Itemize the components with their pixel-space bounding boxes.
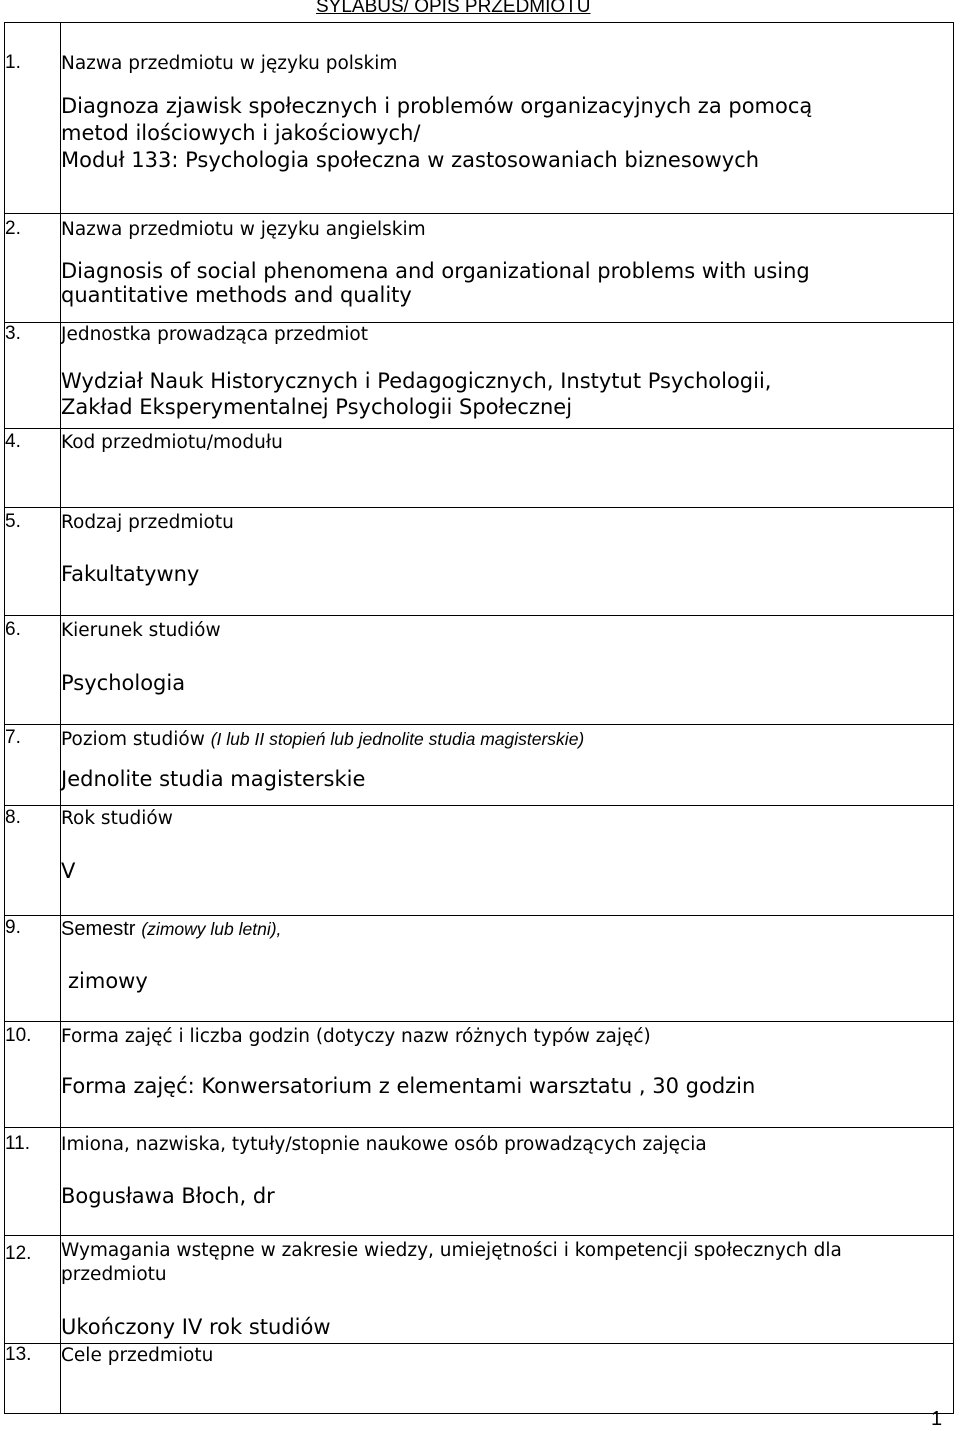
row-label: Semestr <box>61 918 136 940</box>
row-value-line: Zakład Eksperymentalnej Psychologii Społecznej <box>61 395 573 419</box>
row-label-note: (zimowy lub letni), <box>141 919 282 939</box>
row-content <box>61 508 954 616</box>
table-row <box>5 323 954 429</box>
row-content <box>61 725 954 806</box>
row-value: V <box>61 859 76 883</box>
row-label: Nazwa przedmiotu w języku angielskim <box>61 219 426 240</box>
table-row <box>5 1022 954 1128</box>
row-number: 10. <box>5 1022 61 1128</box>
row-label: Jednostka prowadząca przedmiot <box>61 324 368 345</box>
row-value: Psychologia <box>61 671 186 695</box>
row-number: 1. <box>5 23 61 214</box>
table-row <box>5 1344 954 1414</box>
row-content <box>61 323 954 429</box>
row-number: 2. <box>5 214 61 323</box>
row-label: Rok studiów <box>61 808 173 829</box>
row-content <box>61 429 954 508</box>
row-number: 3. <box>5 323 61 429</box>
row-content <box>61 1236 954 1344</box>
row-value: Fakultatywny <box>61 562 200 586</box>
row-content <box>61 916 954 1022</box>
table-row <box>5 1236 954 1344</box>
table-row <box>5 616 954 725</box>
table-row <box>5 429 954 508</box>
row-label-note: (I lub II stopień lub jednolite studia magisterskie) <box>210 729 585 749</box>
row-content <box>61 616 954 725</box>
row-value-line: metod ilościowych i jakościowych/ <box>61 121 421 145</box>
row-content <box>61 1128 954 1236</box>
row-value-line: Diagnosis of social phenomena and organizational problems with using <box>61 259 810 283</box>
row-label: Forma zajęć i liczba godzin (dotyczy nazw różnych typów zajęć) <box>61 1026 651 1047</box>
document-title: SYLABUS/ OPIS PRZEDMIOTU <box>316 0 591 17</box>
row-value-line: Moduł 133: Psychologia społeczna w zastosowaniach biznesowych <box>61 148 760 172</box>
row-number: 8. <box>5 806 61 916</box>
row-number: 12. <box>5 1236 61 1344</box>
row-value: zimowy <box>68 969 148 993</box>
row-content <box>61 1022 954 1128</box>
row-label: Cele przedmiotu <box>61 1345 214 1366</box>
row-label-line: Wymagania wstępne w zakresie wiedzy, umiejętności i kompetencji społecznych dla <box>61 1240 842 1261</box>
syllabus-table <box>4 22 954 1414</box>
row-label-line: przedmiotu <box>61 1264 167 1285</box>
row-number: 7. <box>5 725 61 806</box>
row-number: 9. <box>5 916 61 1022</box>
row-value: Jednolite studia magisterskie <box>61 767 366 791</box>
row-value-line: quantitative methods and quality <box>61 283 412 307</box>
row-label: Nazwa przedmiotu w języku polskim <box>61 53 398 74</box>
row-value-line: Diagnoza zjawisk społecznych i problemów organizacyjnych za pomocą <box>61 94 813 118</box>
row-value: Forma zajęć: Konwersatorium z elementami warsztatu , 30 godzin <box>61 1074 756 1098</box>
row-number: 6. <box>5 616 61 725</box>
row-number: 4. <box>5 429 61 508</box>
row-content <box>61 214 954 323</box>
table-row <box>5 1128 954 1236</box>
row-label: Poziom studiów <box>61 729 205 750</box>
row-content <box>61 1344 954 1414</box>
table-row <box>5 916 954 1022</box>
row-label: Kod przedmiotu/modułu <box>61 432 283 453</box>
row-content <box>61 23 954 214</box>
table-row <box>5 214 954 323</box>
row-number: 11. <box>5 1128 61 1236</box>
row-value-line: Wydział Nauk Historycznych i Pedagogicznych, Instytut Psychologii, <box>61 369 772 393</box>
table-row <box>5 725 954 806</box>
row-label: Imiona, nazwiska, tytuły/stopnie naukowe osób prowadzących zajęcia <box>61 1134 707 1155</box>
row-number: 5. <box>5 508 61 616</box>
row-label: Kierunek studiów <box>61 620 221 641</box>
table-row <box>5 508 954 616</box>
row-value: Ukończony IV rok studiów <box>61 1315 331 1339</box>
row-value: Bogusława Błoch, dr <box>61 1184 275 1208</box>
table-row <box>5 806 954 916</box>
row-label: Rodzaj przedmiotu <box>61 512 234 533</box>
table-row <box>5 23 954 214</box>
row-content <box>61 806 954 916</box>
page-number: 1 <box>931 1408 943 1430</box>
row-number: 13. <box>5 1344 61 1414</box>
